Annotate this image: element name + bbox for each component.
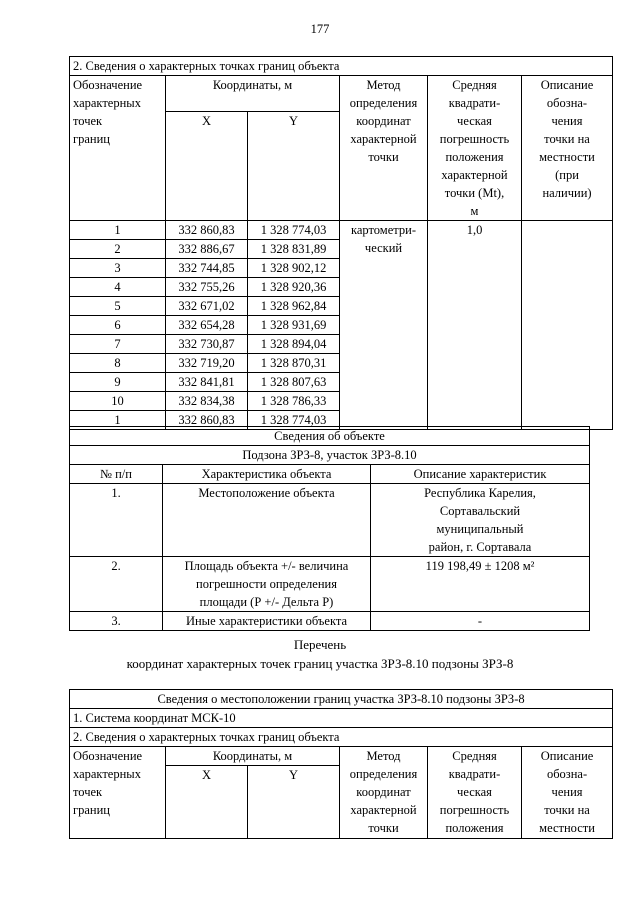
point-y: 1 328 870,31: [248, 354, 340, 373]
point-number: 1: [70, 411, 166, 430]
point-x: 332 654,28: [166, 316, 248, 335]
header-char-description: Описание характеристик: [371, 465, 590, 484]
point-y: 1 328 962,84: [248, 297, 340, 316]
point-x: 332 719,20: [166, 354, 248, 373]
point-y: 1 328 774,03: [248, 221, 340, 240]
point-x: 332 860,83: [166, 221, 248, 240]
accuracy-value: 1,0: [428, 221, 522, 430]
table-row: [70, 221, 613, 240]
header-method: Метод определения координат характерной точки: [340, 76, 428, 221]
header-description: Описание обозна- чения точки на местности (при наличии): [522, 76, 613, 221]
header-designation: Обозначение характерных точек границ: [70, 747, 166, 839]
header-description: Описание обозна- чения точки на местности: [522, 747, 613, 839]
boundary-points-table: [69, 56, 613, 430]
description-value: [522, 221, 613, 430]
row-characteristic: Иные характеристики объекта: [163, 612, 371, 631]
point-y: 1 328 774,03: [248, 411, 340, 430]
point-x: 332 744,85: [166, 259, 248, 278]
point-x: 332 755,26: [166, 278, 248, 297]
point-number: 7: [70, 335, 166, 354]
point-number: 8: [70, 354, 166, 373]
point-y: 1 328 786,33: [248, 392, 340, 411]
boundary-location-table: [69, 689, 613, 839]
point-number: 2: [70, 240, 166, 259]
list-heading-line2: координат характерных точек границ участка ЗРЗ-8.10 подзоны ЗРЗ-8: [126, 656, 514, 671]
point-y: 1 328 831,89: [248, 240, 340, 259]
point-x: 332 886,67: [166, 240, 248, 259]
header-x: X: [166, 766, 248, 839]
header-coordinates: Координаты, м: [166, 76, 340, 112]
row-num: 2.: [70, 557, 163, 612]
row-characteristic: Местоположение объекта: [163, 484, 371, 557]
header-y: Y: [248, 766, 340, 839]
page-number: 177: [310, 22, 330, 36]
row-characteristic: Площадь объекта +/- величина погрешности определения площади (Р +/- Дельта Р): [163, 557, 371, 612]
point-y: 1 328 931,69: [248, 316, 340, 335]
point-x: 332 671,02: [166, 297, 248, 316]
point-number: 4: [70, 278, 166, 297]
point-x: 332 730,87: [166, 335, 248, 354]
section-title: 2. Сведения о характерных точках границ объекта: [70, 728, 613, 747]
row-description: 119 198,49 ± 1208 м²: [371, 557, 590, 612]
point-number: 3: [70, 259, 166, 278]
header-accuracy: Средняя квадрати- ческая погрешность положения характерной точки (Mt), м: [428, 76, 522, 221]
point-y: 1 328 894,04: [248, 335, 340, 354]
header-method: Метод определения координат характерной точки: [340, 747, 428, 839]
section-title: 2. Сведения о характерных точках границ объекта: [70, 57, 613, 76]
header-x: X: [166, 112, 248, 221]
coordinate-system: 1. Система координат МСК-10: [70, 709, 613, 728]
point-x: 332 860,83: [166, 411, 248, 430]
row-description: Республика Карелия, Сортавальский муниципальный район, г. Сортавала: [371, 484, 590, 557]
point-y: 1 328 920,36: [248, 278, 340, 297]
point-y: 1 328 902,12: [248, 259, 340, 278]
object-info-table: [69, 426, 590, 631]
object-table-title: Сведения об объекте: [70, 427, 590, 446]
point-x: 332 841,81: [166, 373, 248, 392]
list-heading-line1: Перечень: [293, 637, 347, 652]
header-coordinates: Координаты, м: [166, 747, 340, 766]
header-characteristic: Характеристика объекта: [163, 465, 371, 484]
point-x: 332 834,38: [166, 392, 248, 411]
point-number: 9: [70, 373, 166, 392]
row-num: 3.: [70, 612, 163, 631]
point-number: 10: [70, 392, 166, 411]
row-description: -: [371, 612, 590, 631]
header-accuracy: Средняя квадрати- ческая погрешность положения: [428, 747, 522, 839]
header-designation: Обозначение характерных точек границ: [70, 76, 166, 221]
point-number: 6: [70, 316, 166, 335]
header-num: № п/п: [70, 465, 163, 484]
row-num: 1.: [70, 484, 163, 557]
object-table-subtitle: Подзона ЗРЗ-8, участок ЗРЗ-8.10: [70, 446, 590, 465]
location-table-title: Сведения о местоположении границ участка ЗРЗ-8.10 подзоны ЗРЗ-8: [70, 690, 613, 709]
header-y: Y: [248, 112, 340, 221]
method-value: картометри- ческий: [340, 221, 428, 430]
point-number: 1: [70, 221, 166, 240]
point-y: 1 328 807,63: [248, 373, 340, 392]
point-number: 5: [70, 297, 166, 316]
